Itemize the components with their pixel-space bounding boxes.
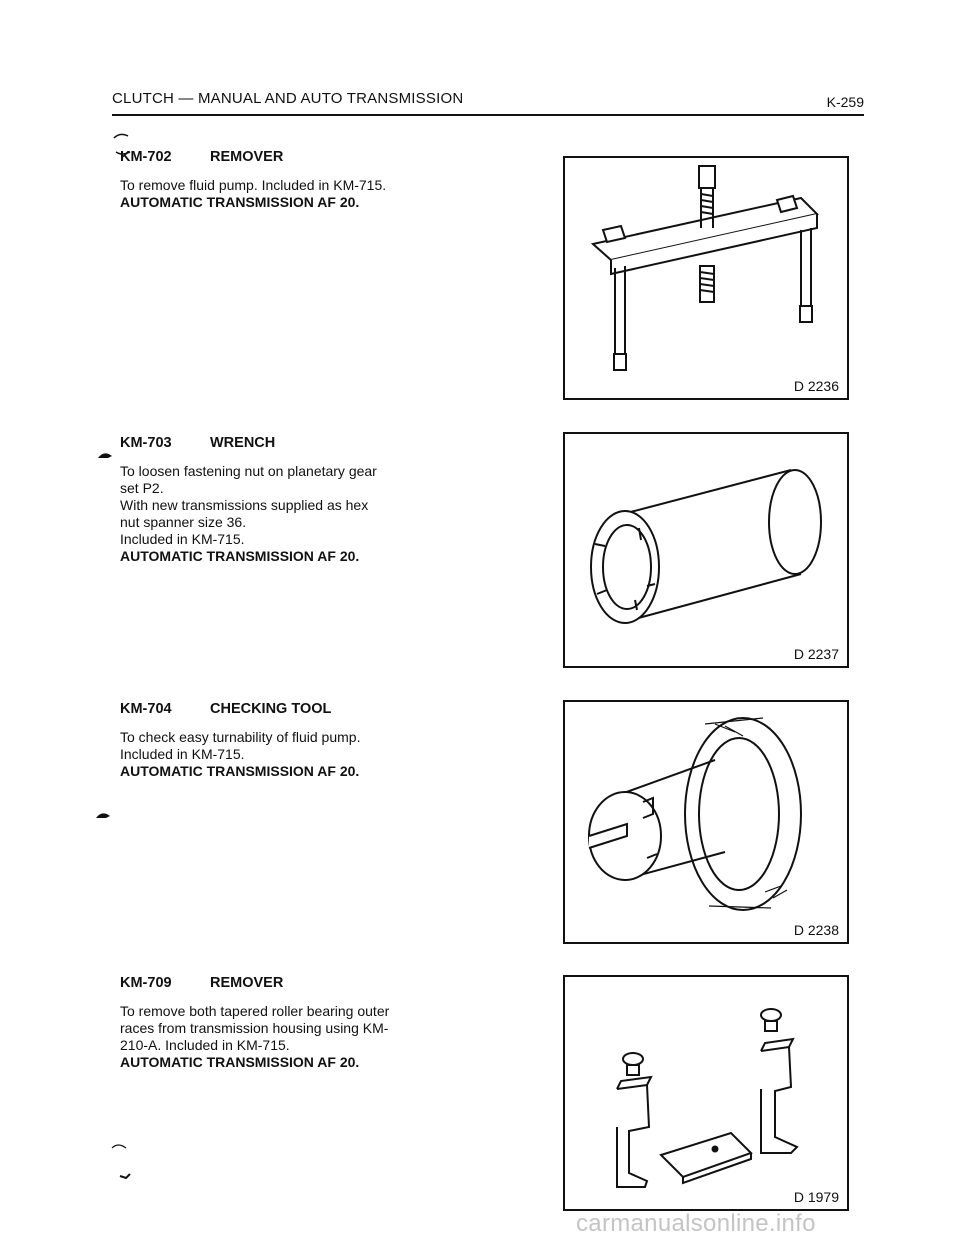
wrench-tool-drawing	[565, 434, 847, 666]
hole-punch-mark-icon	[94, 808, 114, 824]
tool-heading	[120, 149, 460, 165]
margin-mark-icon	[108, 1142, 138, 1182]
tool-name: REMOVER	[210, 149, 284, 165]
hole-punch-mark-icon	[96, 448, 116, 464]
description-line: To check easy turnability of fluid pump.	[120, 729, 361, 745]
application-line: AUTOMATIC TRANSMISSION AF 20.	[120, 194, 360, 210]
tool-code: KM-704	[120, 701, 172, 717]
description-line: To loosen fastening nut on planetary gear	[120, 463, 377, 479]
tool-name: WRENCH	[210, 435, 276, 451]
figure-d2238	[563, 700, 849, 944]
description-line: With new transmissions supplied as hex	[120, 497, 369, 513]
description-line: Included in KM-715.	[120, 746, 245, 762]
tool-name: REMOVER	[210, 975, 284, 991]
description-line: races from transmission housing using KM-	[120, 1020, 389, 1036]
description-line: set P2.	[120, 480, 164, 496]
tool-code: KM-709	[120, 975, 172, 991]
tool-entry-km-709	[120, 975, 460, 1071]
description-line: Included in KM-715.	[120, 531, 245, 547]
tool-description	[120, 177, 460, 211]
tool-entry-km-702	[120, 149, 460, 211]
figure-number: D 1979	[793, 1189, 839, 1205]
description-line: To remove fluid pump. Included in KM-715.	[120, 177, 387, 193]
description-line: 210-A. Included in KM-715.	[120, 1037, 290, 1053]
tool-code: KM-703	[120, 435, 172, 451]
tool-code: KM-702	[120, 149, 172, 165]
tool-entry-km-704	[120, 701, 460, 780]
section-title: CLUTCH — MANUAL AND AUTO TRANSMISSION	[112, 90, 464, 107]
page-header	[112, 90, 864, 116]
figure-number: D 2237	[793, 646, 839, 662]
description-line: nut spanner size 36.	[120, 514, 247, 530]
tool-description	[120, 729, 460, 780]
tool-description	[120, 463, 460, 565]
figure-d2237	[563, 432, 849, 668]
figure-number: D 2236	[793, 378, 839, 394]
checking-tool-drawing	[565, 702, 847, 942]
remover-tool-drawing	[565, 158, 847, 398]
figure-d1979	[563, 975, 849, 1211]
footer-watermark: carmanualsonline.info	[576, 1210, 816, 1237]
application-line: AUTOMATIC TRANSMISSION AF 20.	[120, 548, 360, 564]
tool-heading	[120, 435, 460, 451]
application-line: AUTOMATIC TRANSMISSION AF 20.	[120, 763, 360, 779]
description-line: To remove both tapered roller bearing outer	[120, 1003, 390, 1019]
tool-entry-km-703	[120, 435, 460, 565]
remover-kit-drawing	[565, 977, 847, 1209]
tool-heading	[120, 975, 460, 991]
tool-heading	[120, 701, 460, 717]
application-line: AUTOMATIC TRANSMISSION AF 20.	[120, 1054, 360, 1070]
tool-description	[120, 1003, 460, 1071]
tool-name: CHECKING TOOL	[210, 701, 332, 717]
figure-number: D 2238	[793, 922, 839, 938]
figure-d2236	[563, 156, 849, 400]
page-number: K-259	[826, 94, 864, 110]
